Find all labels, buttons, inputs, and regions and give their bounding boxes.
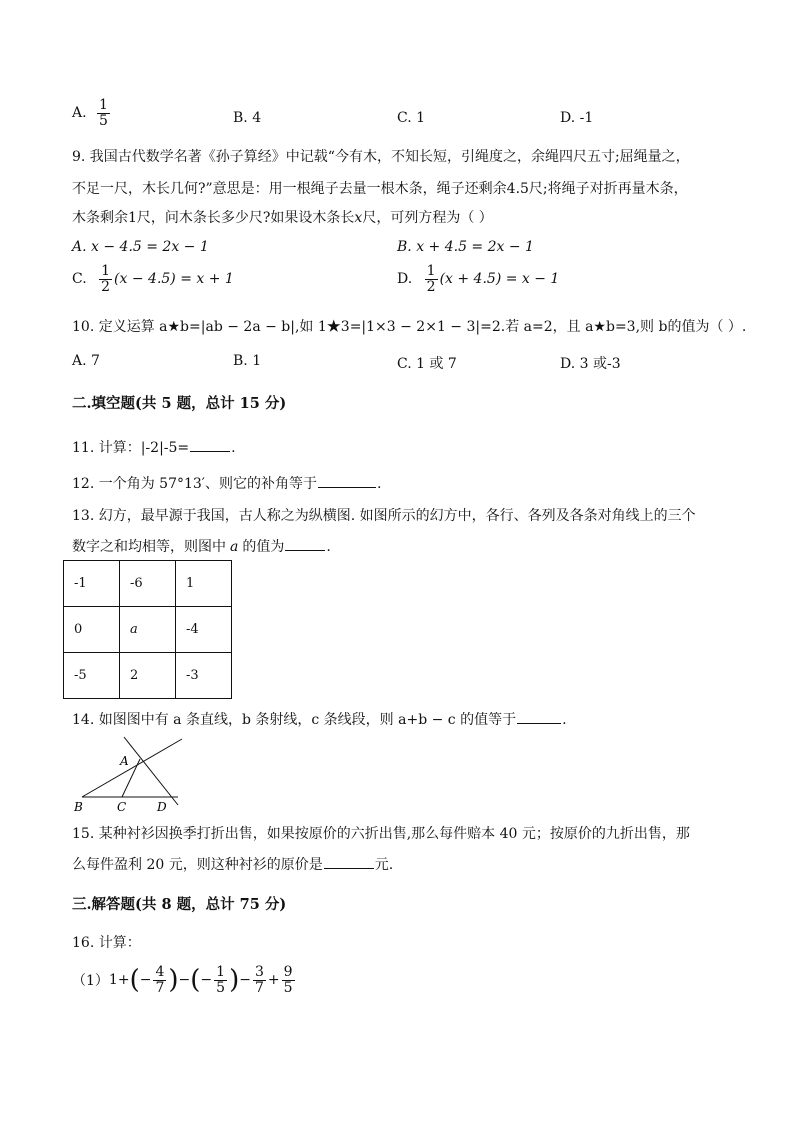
part-label: （1） xyxy=(72,973,109,990)
q12 xyxy=(72,473,381,493)
text: 11. 计算：|-2|-5= xyxy=(72,440,190,456)
answer-blank xyxy=(285,536,325,551)
q8-option-d: D. -1 xyxy=(560,110,594,126)
right-paren: ) xyxy=(229,965,240,996)
fraction-numerator: 9 xyxy=(283,964,293,980)
text: 么每件盈利 20 元，则这种衬衫的原价是 xyxy=(72,857,323,873)
q8-option-b: B. 4 xyxy=(233,110,262,126)
equation: (x + 4.5) = x − 1 xyxy=(439,271,560,288)
table-cell: 1 xyxy=(176,561,232,607)
plus-sign: + xyxy=(267,972,280,989)
text: 数字之和均相等，则图中 xyxy=(72,539,226,555)
text: 的值为 xyxy=(242,539,285,555)
q14 xyxy=(72,709,567,729)
q15-line1: 15. 某种衬衫因换季打折出售，如果按原价的六折出售,那么每件赔本 40 元；按原价的九折出售，那 xyxy=(72,826,690,842)
fraction-half xyxy=(99,264,112,294)
fraction-denominator: 5 xyxy=(283,979,293,996)
q10-option-a: A. 7 xyxy=(72,353,100,369)
table-cell: -4 xyxy=(176,607,232,653)
fraction xyxy=(97,98,110,128)
q10-stem: 10. 定义运算 a★b=|ab − 2a − b|,如 1★3=|1×3 − 2×1 − 3|=2.若 a=2，且 a★b=3,则 b的值为（ ）. xyxy=(72,319,747,335)
q16-title: 16. 计算： xyxy=(72,935,141,951)
label-a: A xyxy=(120,754,129,768)
answer-blank xyxy=(324,854,374,869)
magic-square-table xyxy=(63,560,232,699)
fraction-numerator: 1 xyxy=(99,97,108,113)
table-row xyxy=(64,561,232,607)
fraction-denominator: 5 xyxy=(216,979,226,996)
table-cell: -5 xyxy=(64,653,120,699)
q10-option-b: B. 1 xyxy=(233,353,262,369)
fraction xyxy=(253,965,266,995)
section-heading-solutions: 三.解答题(共 8 题，总计 75 分) xyxy=(72,896,287,913)
left-paren: ( xyxy=(129,965,140,996)
table-cell: -6 xyxy=(120,561,176,607)
table-cell: 0 xyxy=(64,607,120,653)
fraction-denominator: 7 xyxy=(254,979,264,996)
text: 木条剩余1尺，问木条长多少尺?如果设木条长 xyxy=(72,210,355,226)
fraction-numerator: 1 xyxy=(216,964,226,980)
text: . xyxy=(326,539,331,555)
text: . xyxy=(376,476,382,492)
q9-line1: 9. 我国古代数学名著《孙子算经》中记载“今有木，不知长短，引绳度之，余绳四尺五寸;屈绳量之， xyxy=(72,149,690,165)
table-cell: -3 xyxy=(176,653,232,699)
q8-option-c: C. 1 xyxy=(397,110,426,126)
fraction-numerator: 1 xyxy=(101,263,111,279)
equation: (x − 4.5) = x + 1 xyxy=(114,271,234,288)
text: 12. 一个角为 57°13′、则它的补角等于 xyxy=(72,476,317,492)
text: 14. 如图图中有 a 条直线，b 条射线，c 条线段，则 a+b − c 的值等于 xyxy=(72,712,517,728)
answer-blank xyxy=(517,709,561,724)
label-d: D xyxy=(157,800,167,814)
fraction-numerator: 3 xyxy=(254,964,264,980)
fraction-numerator: 4 xyxy=(155,964,165,980)
fraction-denominator: 5 xyxy=(99,112,108,129)
ray-through-d xyxy=(124,737,178,805)
variable: a xyxy=(230,539,239,555)
text: 1+ xyxy=(108,972,130,989)
q8-option-a xyxy=(72,98,112,128)
section-heading-fill-blank: 二.填空题(共 5 题，总计 15 分) xyxy=(72,395,287,412)
option-label: A. xyxy=(72,105,87,122)
left-paren: ( xyxy=(190,965,201,996)
answer-blank xyxy=(190,437,230,452)
table-row xyxy=(64,653,232,699)
text: 尺，可列方程为（ ） xyxy=(362,210,493,226)
q16-part1 xyxy=(72,965,297,995)
text: . xyxy=(231,440,236,456)
option-label: C. xyxy=(72,271,87,288)
label-c: C xyxy=(117,800,127,814)
minus-sign: − xyxy=(139,972,152,989)
fraction-denominator: 7 xyxy=(155,979,165,996)
fraction-denominator: 2 xyxy=(426,278,436,295)
fraction-half xyxy=(425,264,438,294)
table-cell: -1 xyxy=(64,561,120,607)
q9-option-a: A. x − 4.5 = 2x − 1 xyxy=(72,239,209,255)
q10-option-d: D. 3 或-3 xyxy=(560,356,621,372)
text: 元. xyxy=(374,857,394,873)
fraction xyxy=(214,965,227,995)
minus-sign: − xyxy=(239,972,251,989)
option-label: D. xyxy=(397,271,413,288)
table-cell: a xyxy=(120,607,176,653)
q9-line3 xyxy=(72,207,493,227)
variable: x xyxy=(354,210,363,226)
answer-blank xyxy=(318,473,376,488)
minus-sign: − xyxy=(200,972,213,989)
q11 xyxy=(72,437,236,457)
q13-line1: 13. 幻方，最早源于我国，古人称之为纵横图. 如图所示的幻方中，各行、各列及各条对角线上的三个 xyxy=(72,508,696,524)
fraction xyxy=(282,965,295,995)
table-cell: 2 xyxy=(120,653,176,699)
right-paren: ) xyxy=(168,965,179,996)
table-row xyxy=(64,607,232,653)
q9-option-b: B. x + 4.5 = 2x − 1 xyxy=(397,239,534,255)
q9-option-d xyxy=(397,264,559,294)
lines-figure xyxy=(70,733,190,815)
q10-option-c: C. 1 或 7 xyxy=(397,356,457,372)
q13-line2 xyxy=(72,536,331,556)
q9-option-c xyxy=(72,264,234,294)
minus-sign: − xyxy=(178,972,191,989)
q9-line2: 不足一尺，木长几何?”意思是：用一根绳子去量一根木条，绳子还剩余4.5尺;将绳子对折再量木条， xyxy=(72,181,688,197)
q15-line2 xyxy=(72,854,393,874)
label-b: B xyxy=(74,800,83,814)
fraction xyxy=(153,965,166,995)
text: . xyxy=(562,712,567,728)
fraction-denominator: 2 xyxy=(101,278,111,295)
fraction-numerator: 1 xyxy=(426,263,436,279)
